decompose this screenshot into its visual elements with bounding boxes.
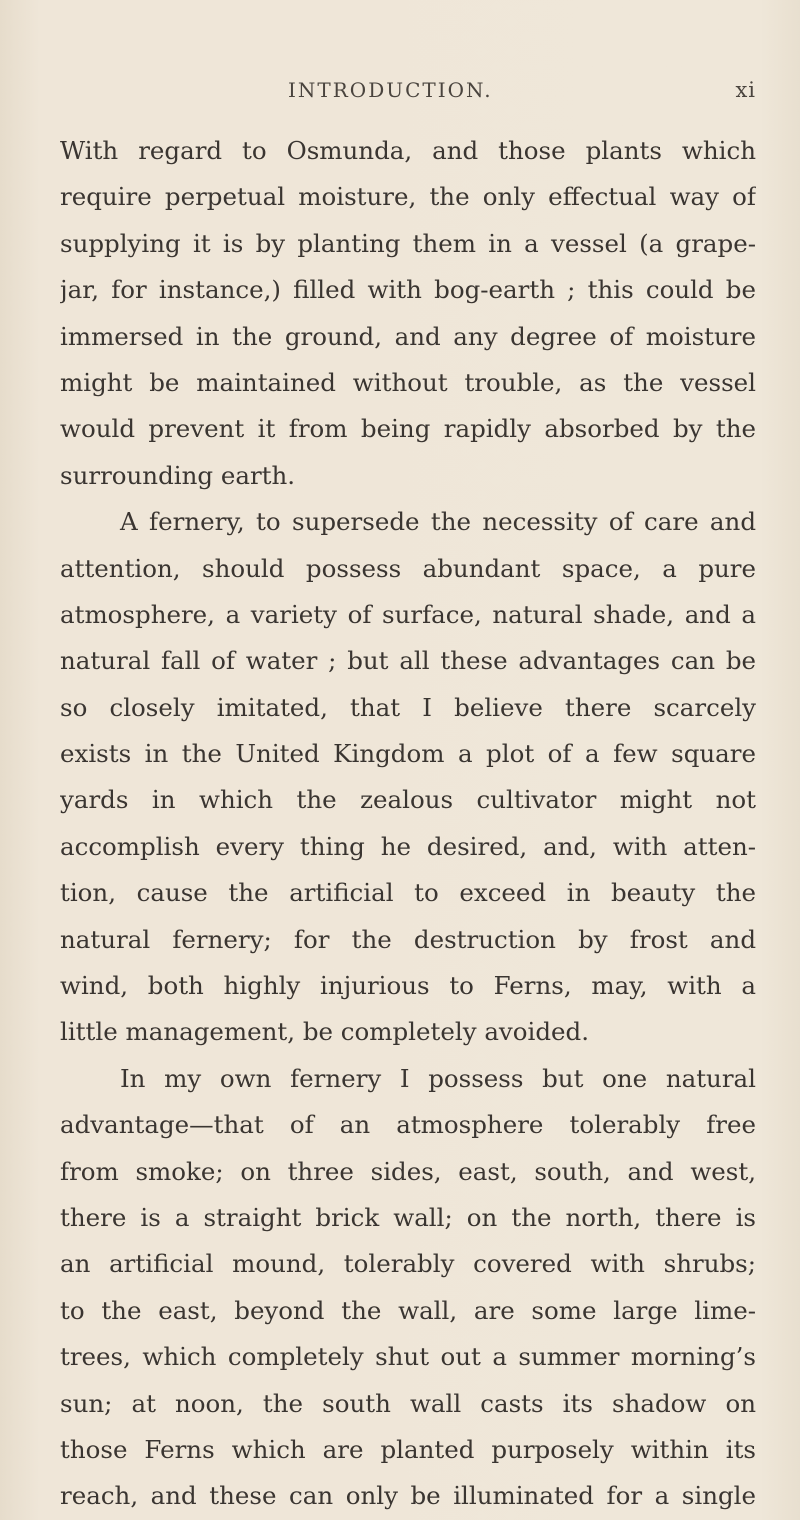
text-line: an artificial mound, tolerably covered with shrubs; — [60, 1249, 756, 1279]
text-line: those Ferns which are planted purposely within its — [60, 1434, 756, 1464]
running-head: INTRODUCTION. — [288, 78, 493, 102]
text-line: trees, which completely shut out a summer morning’s — [60, 1342, 756, 1372]
text-line: atmosphere, a variety of surface, natural shade, and a — [60, 599, 756, 629]
text-line: surrounding earth. — [60, 460, 296, 490]
text-line: A fernery, to supersede the necessity of care and — [120, 507, 756, 537]
text-line: With regard to Osmunda, and those plants which — [60, 136, 756, 165]
text-line: sun; at noon, the south wall casts its shadow on — [60, 1388, 756, 1418]
text-line: immersed in the ground, and any degree of moisture — [60, 321, 756, 351]
text-line: natural fall of water ; but all these advantages can be — [60, 646, 756, 676]
text-line: might be maintained without trouble, as the vessel — [60, 367, 756, 397]
text-line: from smoke; on three sides, east, south, and west, — [60, 1156, 756, 1186]
page-header — [60, 78, 756, 108]
text-line: there is a straight brick wall; on the north, there is — [60, 1202, 756, 1232]
text-line: little management, be completely avoided. — [60, 1017, 590, 1047]
text-line: attention, should possess abundant space, a pure — [60, 553, 756, 583]
body-text — [60, 128, 756, 1520]
text-line: advantage—that of an atmosphere tolerably free — [60, 1110, 756, 1140]
text-line: would prevent it from being rapidly absorbed by the — [60, 414, 756, 444]
text-line: to the east, beyond the wall, are some large lime- — [60, 1295, 756, 1325]
text-line: natural fernery; for the destruction by frost and — [60, 924, 756, 954]
text-line: tion, cause the artificial to exceed in beauty the — [60, 878, 756, 908]
text-line: jar, for instance,) filled with bog-earth ; this could be — [60, 275, 756, 305]
text-line: exists in the United Kingdom a plot of a few square — [60, 739, 756, 769]
page-number: xi — [735, 78, 756, 102]
text-line: In my own fernery I possess but one natural — [120, 1063, 756, 1093]
text-line: wind, both highly injurious to Ferns, may, with a — [60, 971, 756, 1001]
text-line: supplying it is by planting them in a vessel (a grape- — [60, 228, 756, 258]
text-line: yards in which the zealous cultivator might not — [60, 785, 756, 815]
text-line: reach, and these can only be illuminated for a single — [60, 1481, 756, 1511]
text-line: require perpetual moisture, the only effectual way of — [60, 182, 756, 212]
text-line: accomplish every thing he desired, and, with atten- — [60, 831, 756, 861]
text-line: so closely imitated, that I believe there scarcely — [60, 692, 756, 722]
